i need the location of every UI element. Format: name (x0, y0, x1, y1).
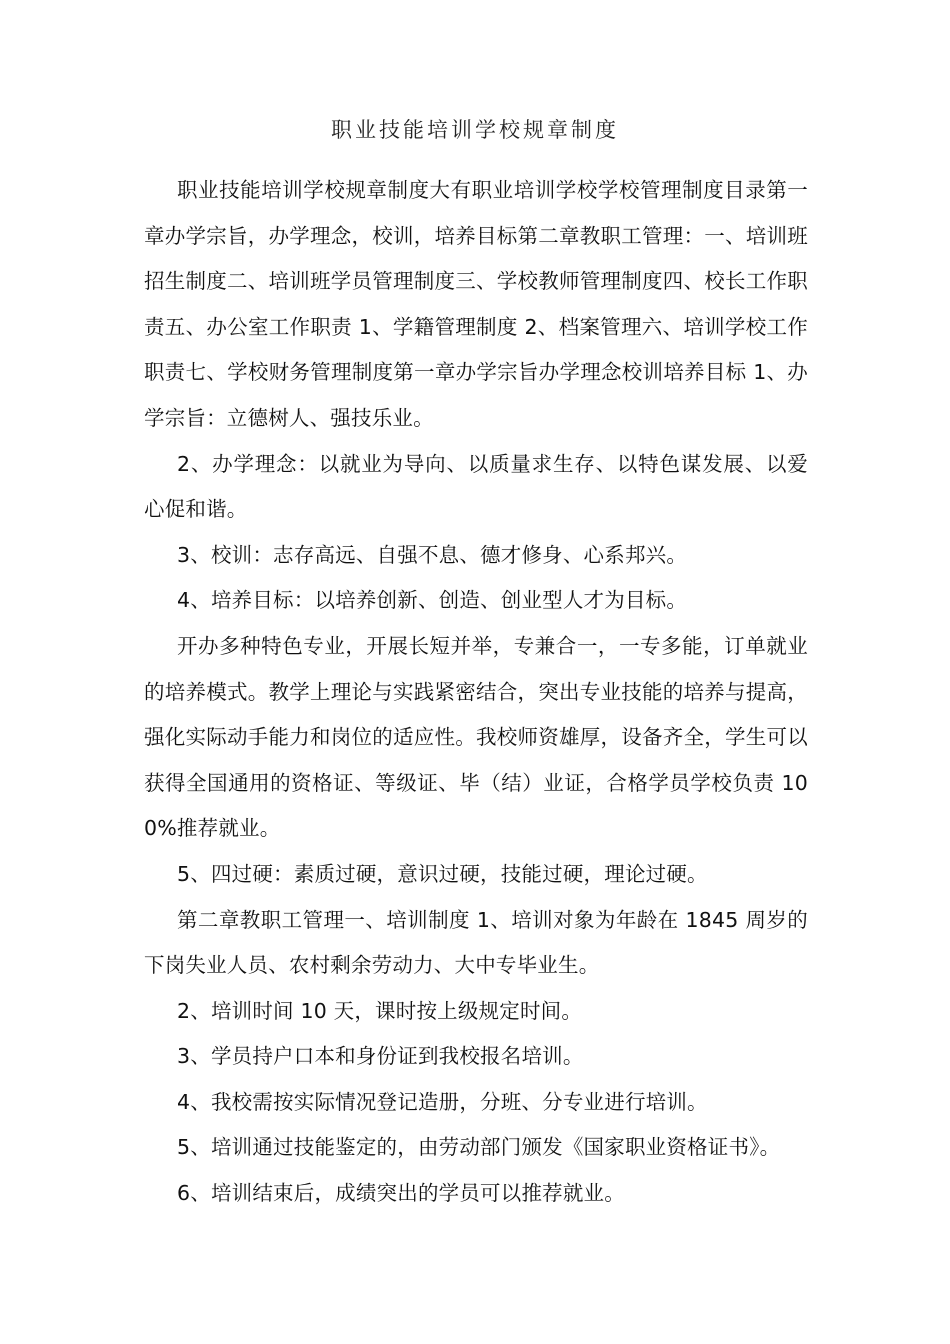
document-body (144, 168, 808, 1217)
paragraph-training-model: 开办多种特色专业，开展长短并举，专兼合一，一专多能，订单就业的培养模式。教学上理论与实践紧密结合，突出专业技能的培养与提高，强化实际动手能力和岗位的适应性。我校师资雄厚，设备齐全，学生可以获得全国通用的资格证、等级证、毕（结）业证，合格学员学校负责 100%推荐就业。 (144, 633, 808, 841)
document-title: 职业技能培训学校规章制度 (331, 118, 619, 142)
paragraph-table-of-contents: 职业技能培训学校规章制度大有职业培训学校学校管理制度目录第一章办学宗旨，办学理念，校训，培养目标第二章教职工管理：一、培训班招生制度二、培训班学员管理制度三、学校教师管理制度四、校长工作职责五、办公室工作职责 1、学籍管理制度 2、档案管理六、培训学校工作职责七、学校财务管理制度第一章办学宗旨办学理念校训培养目标 1、办学宗旨：立德树人、强技乐业。 (144, 178, 808, 430)
paragraph-philosophy: 2、办学理念：以就业为导向、以质量求生存、以特色谋发展、以爱心促和谐。 (144, 451, 808, 522)
paragraph-training-goal: 4、培养目标：以培养创新、创造、创业型人才为目标。 (177, 588, 688, 613)
paragraph-four-excellences: 5、四过硬：素质过硬，意识过硬，技能过硬，理论过硬。 (177, 861, 708, 886)
paragraph-motto: 3、校训：志存高远、自强不息、德才修身、心系邦兴。 (177, 542, 688, 567)
paragraph-registration: 3、学员持户口本和身份证到我校报名培训。 (177, 1044, 584, 1069)
paragraph-class-division: 4、我校需按实际情况登记造册，分班、分专业进行培训。 (177, 1089, 708, 1114)
paragraph-chapter-two-training-target: 第二章教职工管理一、培训制度 1、培训对象为年龄在 1845 周岁的下岗失业人员、农村剩余劳动力、大中专毕业生。 (144, 907, 808, 978)
paragraph-employment-recommendation: 6、培训结束后，成绩突出的学员可以推荐就业。 (177, 1181, 625, 1206)
paragraph-certificate: 5、培训通过技能鉴定的，由劳动部门颁发《国家职业资格证书》。 (177, 1135, 781, 1160)
paragraph-training-duration: 2、培训时间 10 天，课时按上级规定时间。 (177, 998, 583, 1023)
